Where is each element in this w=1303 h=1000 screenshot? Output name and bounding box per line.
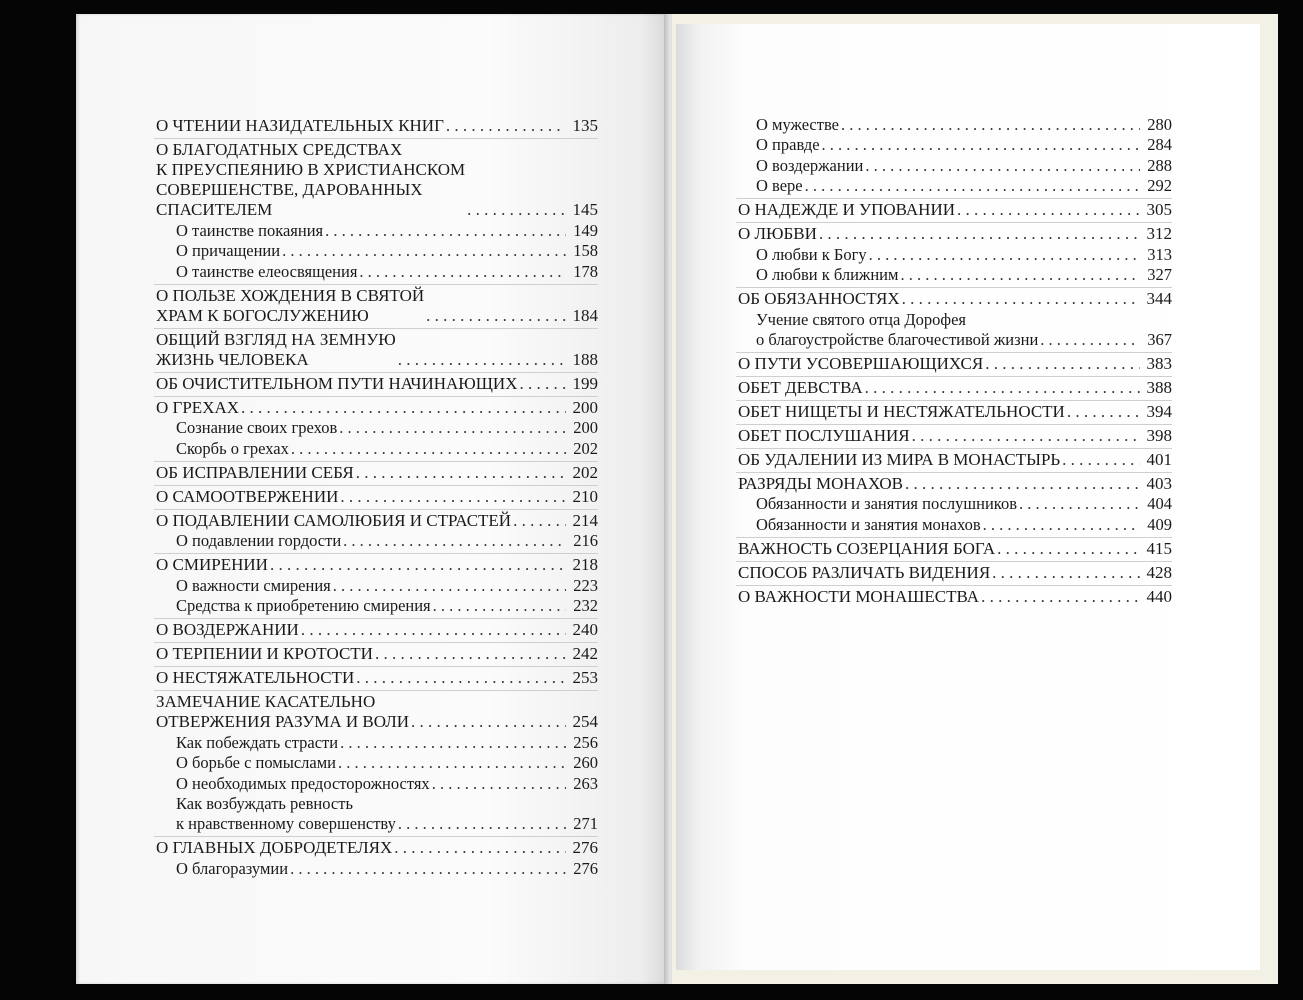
toc-entry-title: ВАЖНОСТЬ СОЗЕРЦАНИЯ БОГА [738,538,996,558]
toc-entry [156,596,598,616]
toc-page-number: 223 [573,575,598,595]
toc-page-number: 242 [572,644,598,663]
toc-page-number: 240 [572,620,598,639]
toc-entry [156,262,598,282]
toc-page-number: 188 [572,349,598,369]
toc-page-number: 253 [572,668,598,687]
toc-page-number: 202 [572,462,598,482]
toc-entry [738,115,1172,135]
toc-page-number: 284 [1147,135,1172,154]
toc-page-number: 415 [1146,538,1172,558]
toc-entry [738,310,1172,350]
toc-entry [738,354,1172,374]
toc-entry-title: О любви к ближним [756,265,899,284]
toc-entry [738,378,1172,398]
toc-entry-title: О НЕСТЯЖАТЕЛЬНОСТИ [156,668,355,687]
toc-entry [738,515,1172,535]
toc-page-number: 409 [1147,514,1172,534]
toc-entry-title: О важности смирения [176,575,331,595]
toc-entry-title: ЗАМЕЧАНИЕ КАСАТЕЛЬНО ОТВЕРЖЕНИЯ РАЗУМА И ВОЛИ [156,692,410,731]
toc-page-number: 288 [1147,155,1172,175]
toc-entry-title: ОБЕТ ДЕВСТВА [738,377,863,397]
toc-entry-title: СПОСОБ РАЗЛИЧАТЬ ВИДЕНИЯ [738,562,991,582]
toc-leader-dots [865,156,1140,176]
toc-page-number: 403 [1146,473,1172,493]
toc-entry [738,156,1172,176]
toc-leader-dots [822,135,1140,155]
left-page [76,14,666,984]
toc-entry [156,576,598,596]
toc-page-number: 178 [573,261,598,281]
toc-entry [156,838,598,858]
toc-entry-title: ОБ ОБЯЗАННОСТЯХ [738,289,900,308]
toc-page-number: 216 [573,531,598,550]
toc-entry [738,289,1172,309]
toc-entry [738,494,1172,514]
toc-leader-dots [1067,402,1140,422]
toc-leader-dots [339,418,566,438]
toc-entry [156,531,598,551]
toc-page-number: 388 [1146,377,1172,397]
toc-entry-title: О САМООТВЕРЖЕНИИ [156,486,339,506]
toc-entry [738,587,1172,607]
toc-entry [738,265,1172,285]
toc-page-number: 184 [572,305,598,325]
toc-leader-dots [356,668,566,688]
toc-page-number: 383 [1146,353,1172,373]
toc-entry-title: Как возбуждать ревность к нравственному совершенству [176,794,396,833]
toc-entry-title: О ЛЮБВИ [738,224,817,243]
toc-entry [156,692,598,732]
toc-entry [738,563,1172,583]
toc-entry [738,200,1172,220]
toc-page-number: 263 [573,773,598,793]
toc-leader-dots [241,398,566,418]
toc-entry-title: ОБЕТ ПОСЛУШАНИЯ [738,425,910,445]
toc-entry-title: Обязанности и занятия монахов [756,514,981,534]
toc-leader-dots [301,620,566,640]
toc-leader-dots [282,241,566,261]
toc-entry-title: ОБЕТ НИЩЕТЫ И НЕСТЯЖАТЕЛЬНОСТИ [738,401,1065,421]
toc-entry-title: О правде [756,135,820,154]
toc-page-number: 428 [1146,562,1172,582]
toc-entry [738,450,1172,470]
toc-leader-dots [869,245,1140,265]
toc-page-number: 404 [1147,494,1172,513]
toc-page-number: 214 [572,510,598,530]
toc-leader-dots [340,733,566,753]
toc-entry [738,402,1172,422]
toc-page-number: 305 [1146,200,1172,219]
toc-page-number: 145 [572,200,598,219]
toc-leader-dots [338,753,566,773]
toc-entry [738,245,1172,265]
toc-entry-title: Учение святого отца Дорофея о благоустройстве благочестивой жизни [756,309,1039,349]
toc-page-number: 344 [1146,289,1172,308]
toc-leader-dots [957,200,1140,220]
toc-entry [156,511,598,531]
toc-entry-title: Средства к приобретению смирения [176,596,431,615]
toc-entry-title: О таинстве елеосвящения [176,261,358,281]
toc-leader-dots [805,176,1140,196]
toc-entry [738,135,1172,155]
toc-leader-dots [519,374,566,394]
toc-leader-dots [905,474,1140,494]
toc-entry-title: О ВОЗДЕРЖАНИИ [156,620,299,639]
toc-entry-title: ОБ ИСПРАВЛЕНИИ СЕБЯ [156,462,354,482]
toc-entry [156,859,598,879]
toc-entry [156,140,598,220]
toc-entry [156,487,598,507]
toc-entry-title: Сознание своих грехов [176,418,338,437]
toc-leader-dots [513,511,566,531]
toc-leader-dots [997,539,1140,559]
toc-entry [156,733,598,753]
toc-entry [156,286,598,326]
toc-leader-dots [356,463,566,483]
toc-leader-dots [981,587,1140,607]
toc-page-number: 260 [573,753,598,772]
toc-leader-dots [432,774,566,794]
toc-page-number: 280 [1147,114,1172,134]
toc-leader-dots [467,200,566,220]
toc-page-number: 401 [1146,449,1172,469]
toc-leader-dots [433,596,566,616]
toc-page-number: 149 [573,220,598,240]
toc-leader-dots [819,224,1140,244]
toc-left [156,112,598,879]
toc-entry-title: О вере [756,176,803,195]
toc-page-number: 202 [573,438,598,458]
toc-leader-dots [270,555,566,575]
toc-leader-dots [343,531,566,551]
toc-entry-title: О необходимых предосторожностях [176,773,430,793]
toc-entry [738,539,1172,559]
toc-entry-title: О причащении [176,241,281,260]
toc-entry-title: О воздержании [756,155,864,175]
right-page [672,14,1278,984]
toc-leader-dots [426,306,566,326]
toc-entry-title: О СМИРЕНИИ [156,555,268,574]
toc-entry [156,221,598,241]
toc-entry-title: О любви к Богу [756,244,867,264]
toc-entry [156,644,598,664]
toc-entry [156,794,598,834]
toc-entry [156,668,598,688]
toc-leader-dots [1019,494,1140,514]
toc-leader-dots [290,859,566,879]
toc-entry [156,116,598,136]
toc-entry [738,176,1172,196]
toc-page-number: 158 [573,241,598,260]
toc-entry-title: ОБ ОЧИСТИТЕЛЬНОМ ПУТИ НАЧИНАЮЩИХ [156,373,518,393]
toc-entry-title: О ПОДАВЛЕНИИ САМОЛЮБИЯ И СТРАСТЕЙ [156,510,512,530]
toc-page-number: 398 [1146,425,1172,445]
toc-leader-dots [985,354,1140,374]
toc-entry-title: Обязанности и занятия послушников [756,494,1017,513]
toc-entry [156,418,598,438]
toc-page-number: 200 [573,418,598,437]
toc-entry [156,374,598,394]
toc-entry [156,398,598,418]
toc-leader-dots [446,116,566,136]
toc-page-number: 276 [572,838,598,857]
toc-entry [156,774,598,794]
toc-page-number: 440 [1146,586,1172,606]
toc-page-number: 135 [572,116,598,135]
toc-entry-title: О мужестве [756,114,839,134]
toc-page-number: 256 [573,732,598,752]
toc-page-number: 312 [1146,224,1172,243]
toc-entry [156,555,598,575]
toc-entry-title: ОБЩИЙ ВЗГЛЯД НА ЗЕМНУЮ ЖИЗНЬ ЧЕЛОВЕКА [156,329,396,369]
toc-leader-dots [398,814,566,834]
toc-leader-dots [325,221,566,241]
toc-leader-dots [398,350,566,370]
toc-page-number: 210 [572,486,598,506]
toc-entry [156,330,598,370]
toc-entry [156,439,598,459]
toc-leader-dots [912,426,1140,446]
toc-leader-dots [375,644,566,664]
toc-page-number: 327 [1147,265,1172,284]
toc-page-number: 271 [573,814,598,833]
toc-leader-dots [1062,450,1140,470]
toc-leader-dots [291,439,566,459]
toc-entry [738,426,1172,446]
toc-entry [156,241,598,261]
toc-entry-title: О ВАЖНОСТИ МОНАШЕСТВА [738,586,980,606]
toc-right [738,114,1172,607]
toc-entry-title: ОБ УДАЛЕНИИ ИЗ МИРА В МОНАСТЫРЬ [738,449,1061,469]
toc-leader-dots [983,515,1140,535]
toc-page-number: 232 [573,596,598,615]
toc-page-number: 199 [572,373,598,393]
toc-leader-dots [359,262,566,282]
toc-leader-dots [333,576,566,596]
toc-leader-dots [900,265,1140,285]
toc-entry-title: О ГЛАВНЫХ ДОБРОДЕТЕЛЯХ [156,838,393,857]
toc-leader-dots [902,289,1140,309]
toc-page-number: 394 [1146,401,1172,421]
toc-entry-title: О таинстве покаяния [176,220,324,240]
toc-entry-title: О ПОЛЬЗЕ ХОЖДЕНИЯ В СВЯТОЙ ХРАМ К БОГОСЛУЖЕНИЮ [156,285,425,325]
toc-entry-title: О БЛАГОДАТНЫХ СРЕДСТВАХ К ПРЕУСПЕЯНИЮ В ХРИСТИАНСКОМ СОВЕРШЕНСТВЕ, ДАРОВАННЫХ СПАСИТЕЛЕМ [156,140,466,219]
toc-entry [156,753,598,773]
toc-entry [738,474,1172,494]
toc-entry [738,224,1172,244]
toc-entry-title: О подавлении гордости [176,531,342,550]
toc-page-number: 254 [572,712,598,731]
toc-leader-dots [865,378,1140,398]
toc-entry-title: О НАДЕЖДЕ И УПОВАНИИ [738,200,956,219]
toc-entry-title: О ЧТЕНИИ НАЗИДАТЕЛЬНЫХ КНИГ [156,116,444,135]
toc-leader-dots [394,838,566,858]
toc-page-number: 200 [572,397,598,417]
toc-leader-dots [411,712,566,732]
toc-leader-dots [1040,330,1140,350]
toc-page-number: 292 [1147,176,1172,195]
toc-leader-dots [841,115,1140,135]
toc-entry-title: О ГРЕХАХ [156,397,240,417]
toc-page-number: 218 [572,555,598,574]
toc-entry-title: О ПУТИ УСОВЕРШАЮЩИХСЯ [738,353,984,373]
toc-entry-title: Скорбь о грехах [176,438,289,458]
toc-entry [156,620,598,640]
toc-leader-dots [992,563,1140,583]
toc-entry [156,463,598,483]
toc-entry-title: О борьбе с помыслами [176,753,336,772]
toc-entry-title: О ТЕРПЕНИИ И КРОТОСТИ [156,644,373,663]
toc-page-number: 313 [1147,244,1172,264]
toc-leader-dots [340,487,566,507]
toc-entry-title: Как побеждать страсти [176,732,339,752]
toc-entry-title: О благоразумии [176,858,289,878]
toc-entry-title: РАЗРЯДЫ МОНАХОВ [738,473,904,493]
toc-page-number: 276 [573,858,598,878]
toc-page-number: 367 [1147,329,1172,349]
